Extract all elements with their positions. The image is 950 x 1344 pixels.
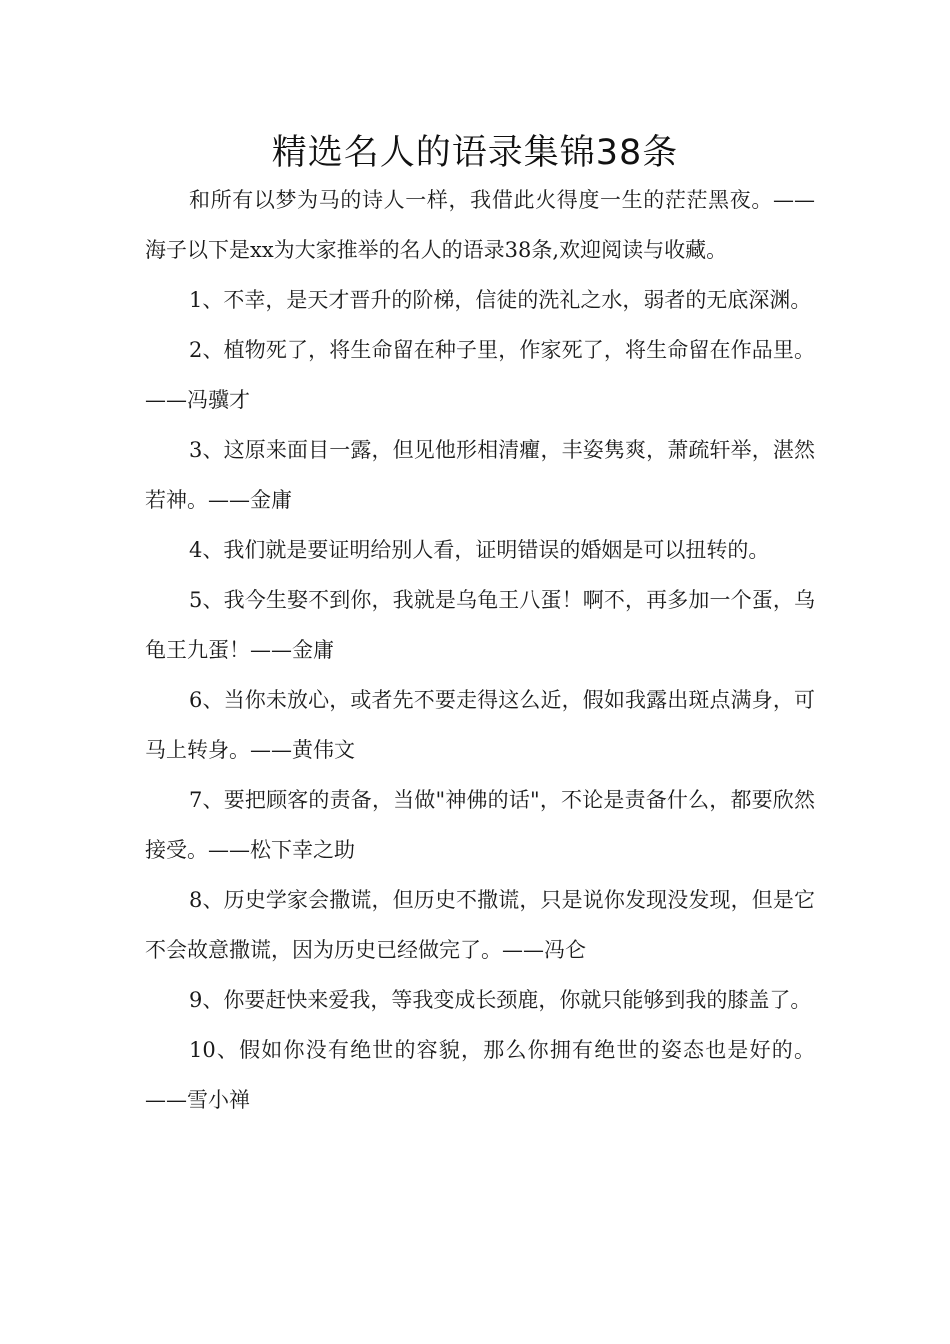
quote-paragraph: 10、假如你没有绝世的容貌，那么你拥有绝世的姿态也是好的。——雪小禅 (145, 1038, 815, 1112)
quote-paragraph: 9、你要赶快来爱我，等我变成长颈鹿，你就只能够到我的膝盖了。 (189, 988, 812, 1012)
quote-paragraph: 8、历史学家会撒谎，但历史不撒谎，只是说你发现没发现，但是它不会故意撒谎，因为历史已经做完了。——冯仑 (145, 888, 815, 962)
document-title: 精选名人的语录集锦38条 (271, 133, 679, 173)
quote-paragraph: 4、我们就是要证明给别人看，证明错误的婚姻是可以扭转的。 (189, 538, 770, 562)
quote-paragraph: 2、植物死了，将生命留在种子里，作家死了，将生命留在作品里。——冯骥才 (145, 338, 815, 412)
document-body (145, 175, 815, 1125)
quote-paragraph: 3、这原来面目一露，但见他形相清癯，丰姿隽爽，萧疏轩举，湛然若神。——金庸 (145, 438, 815, 512)
quote-paragraph: 5、我今生娶不到你，我就是乌龟王八蛋！啊不，再多加一个蛋，乌龟王九蛋！——金庸 (145, 588, 815, 662)
quote-paragraph: 1、不幸，是天才晋升的阶梯，信徒的洗礼之水，弱者的无底深渊。 (189, 288, 812, 312)
intro-paragraph: 和所有以梦为马的诗人一样，我借此火得度一生的茫茫黑夜。——海子以下是xx为大家推举的名人的语录38条,欢迎阅读与收藏。 (145, 188, 815, 262)
quote-paragraph: 7、要把顾客的责备，当做"神佛的话"，不论是责备什么，都要欣然接受。——松下幸之助 (145, 788, 815, 862)
quote-paragraph: 6、当你未放心，或者先不要走得这么近，假如我露出斑点满身，可马上转身。——黄伟文 (145, 688, 815, 762)
